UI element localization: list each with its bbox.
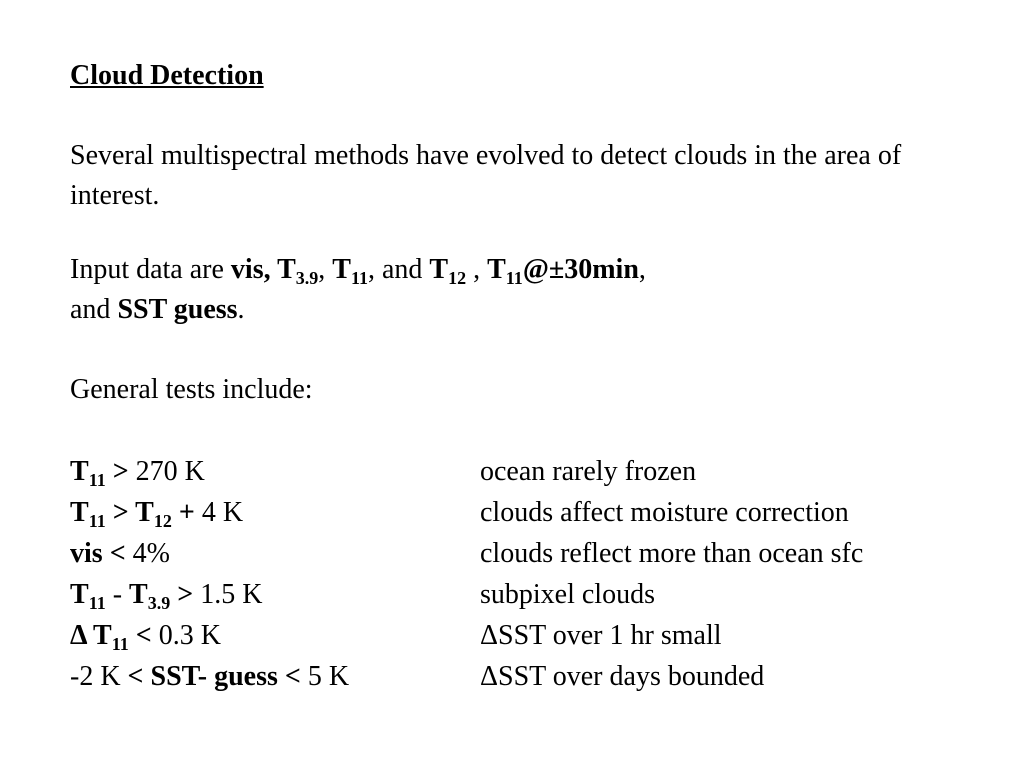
test-description: ΔSST over days bounded — [480, 661, 765, 692]
intro-paragraph: Several multispectral methods have evolved to detect clouds in the area of interest. — [70, 140, 902, 211]
input-comma: , — [318, 254, 333, 285]
input-and: , and — [367, 254, 430, 285]
test-row — [70, 534, 990, 574]
delta-symbol: Δ — [480, 620, 499, 651]
test-row — [70, 493, 990, 533]
test-row — [70, 616, 990, 656]
input-t11: $T_{11}$ — [332, 254, 368, 288]
test-description: clouds affect moisture correction — [480, 497, 849, 528]
test-expression: vis < 4% — [70, 538, 170, 569]
input-and-second: and — [70, 294, 118, 325]
input-prefix: Input data are — [70, 254, 231, 285]
input-comma-end: , — [638, 254, 646, 285]
test-expression: -2 K < SST- guess < 5 K — [70, 661, 350, 692]
test-expression: $T_{11} > 270$ K — [70, 456, 205, 490]
input-separator: , — [466, 254, 488, 285]
delta-symbol: Δ — [70, 620, 94, 651]
delta-symbol: Δ — [480, 661, 499, 692]
input-period: . — [237, 294, 245, 325]
input-t11-30min: $T_{11}@\pm 30\min$ — [487, 254, 639, 288]
input-vis: vis, — [230, 254, 278, 285]
test-description: subpixel clouds — [480, 579, 655, 610]
general-tests-heading: General tests include: — [70, 374, 313, 405]
test-description: ocean rarely frozen — [480, 456, 697, 487]
input-t12: $T_{12}$ — [429, 254, 467, 288]
test-row — [70, 575, 990, 615]
test-description: ΔSST over 1 hr small — [480, 620, 722, 651]
input-data-paragraph — [70, 250, 970, 330]
test-expression: $T_{11} - T_{3.9} > 1.5$ K — [70, 579, 263, 613]
test-description: clouds reflect more than ocean sfc — [480, 538, 864, 569]
test-expression: Δ $T_{11} < 0.3$ K — [70, 620, 221, 654]
page-title: Cloud Detection — [70, 60, 264, 91]
test-row — [70, 452, 990, 492]
input-t39: $T_{3.9}$ — [277, 254, 319, 288]
slide — [70, 0, 990, 768]
test-row — [70, 657, 990, 697]
input-sst-guess: SST guess — [117, 294, 238, 325]
test-expression: $T_{11} > T_{12} + 4$ K — [70, 497, 244, 531]
